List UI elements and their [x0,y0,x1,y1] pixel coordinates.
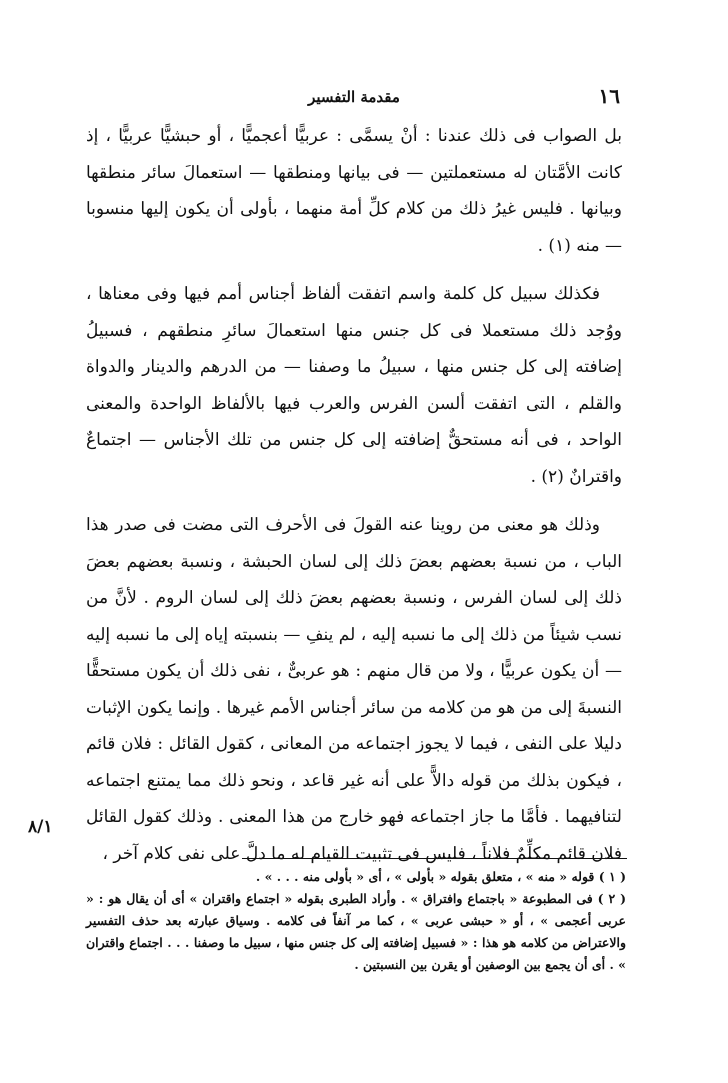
paragraph-2: فكذلك سبيل كل كلمة واسم اتفقت ألفاظ أجناس أمم فيها وفى معناها ، ووُجد ذلك مستعملا فى كل جنس منها استعمالَ سائرِ منطقهم ، فسبيلُ إضافته إلى كل جنس منها ، سبيلُ ما وصفنا — من الدرهم والدينار والدواة والقلم ، التى اتفقت ألسن الفرس والعرب فيها بالألفاظ الواحدة والمعنى الواحد ، فى أنه مستحقٌّ إضافته إلى كل جنس من تلك الأجناس — اجتماعٌ واقترانٌ (٢) . [86,284,622,487]
footnote-divider [242,858,627,859]
paragraph-3: وذلك هو معنى من روينا عنه القولَ فى الأحرف التى مضت فى صدر هذا الباب ، من نسبة بعضهم بعضَ ذلك إلى لسان الحبشة ، ونسبة بعضهم بعضَ ذلك إلى لسان الفرس ، ونسبة بعضهم بعضَ ذلك إلى لسان الروم . لأنَّ من نسب شيئاً من ذلك إلى ما نسبه إليه ، لم ينفِ — بنسبته إياه إلى ما نسبه إليه — أن يكون عربيًّا ، ولا من قال منهم : هو عربىٌّ ، نفى ذلك أن يكون مستحقًّا النسبةَ إلى من هو من كلامه من سائر أجناس الأمم غيرها . وإنما يكون الإثبات دليلا على النفى ، فيما لا يجوز اجتماعه من المعانى ، كقول القائل : فلان قائم ، فيكون بذلك من قوله دالاًّ على أنه غير قاعد ، ونحو ذلك مما يمتنع اجتماعه لتنافيهما . فأمَّا ما جاز اجتماعه فهو خارج من هذا المعنى . وذلك كقول القائل فلان قائم مكلِّمٌ فلاناً ، فليس فى تثبيت القيام له ما دلَّ على نفى كلام آخر ، [86,515,622,864]
page-header [88,84,620,112]
paragraph-1: بل الصواب فى ذلك عندنا : أنْ يسمَّى : عربيًّا أعجميًّا ، أو حبشيًّا عربيًّا ، إذ كانت الأمَّتان له مستعملتين — فى بيانها ومنطقها — استعمالَ سائر منطقها وبيانها . فليس غيرُ ذلك من كلام كلِّ أمة منهما ، بأولى أن يكون إليها منسوبا — منه (١) . [86,126,622,256]
page-number: ١٦ [598,84,620,108]
footnote-2: ( ٢ ) فى المطبوعة « باجتماع وافتراق » . وأراد الطبرى بقوله « اجتماع واقتران » أى أن يقال هو : « عربى أعجمى » ، أو « حبشى عربى » ، كما مر آنفاً فى كلامه . وسياق عبارته بعد حذف التفسير والاعتراض من كلامه هو هذا : « فسبيل إضافته إلى كل جنس منها ، سبيل ما وصفنا . . . اجتماع واقتران » . أى أن يجمع بين الوصفين أو يقرن بين النسبتين . [86,891,626,972]
running-head: مقدمة التفسير [308,88,400,106]
footnote-1: ( ١ ) قوله « منه » ، متعلق بقوله « بأولى » ، أى « بأولى منه . . . » . [255,869,626,884]
verse-marker: ٨/١ [28,817,53,837]
footnotes [86,866,626,976]
main-text [86,118,622,872]
